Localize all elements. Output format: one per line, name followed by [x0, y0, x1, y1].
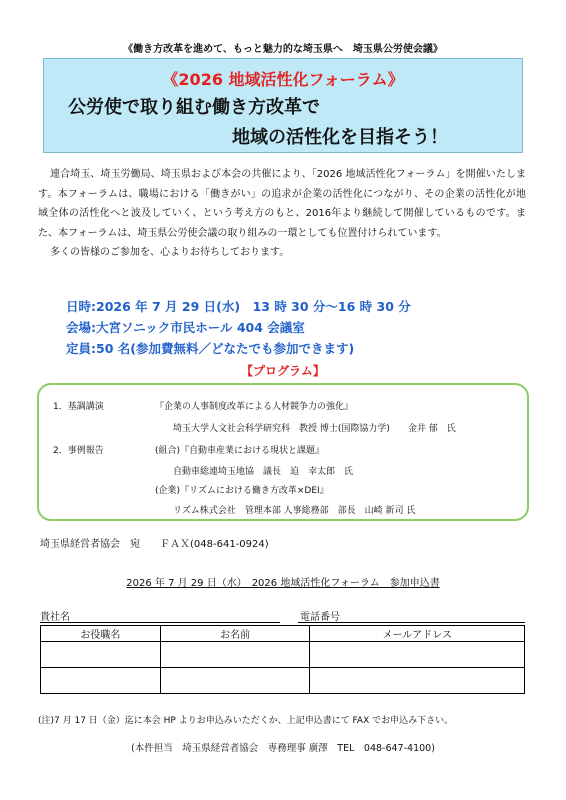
program-item-2-label: 2．事例報告	[53, 446, 104, 456]
title-cell[interactable]	[41, 668, 161, 694]
name-cell[interactable]	[160, 668, 310, 694]
forum-title: 《2026 地域活性化フォーラム》	[162, 70, 404, 89]
fax-destination: 埼玉県経営者協会 宛 ＦＡＸ(048-641-0924)	[40, 539, 269, 550]
intro-text	[38, 165, 526, 263]
table-row	[41, 642, 525, 668]
program-box	[37, 383, 529, 521]
application-title	[0, 574, 566, 589]
company-field[interactable]	[40, 622, 280, 623]
headline-line-1: 公労使で取り組む働き方改革で	[68, 97, 320, 118]
submission-note: (注)7 月 17 日（金）迄に本会 HP よりお申込みいただくか、上記申込書にて FAX でお申込み下さい。	[38, 716, 454, 726]
intro-paragraph-2: 多くの皆様のご参加を、心よりお待ちしております。	[50, 247, 290, 258]
application-title-text: 2026 年 7 月 29 日（水） 2026 地域活性化フォーラム 参加申込書	[126, 578, 440, 589]
company-label: 貴社名	[40, 612, 70, 623]
title-banner	[43, 58, 523, 153]
name-cell[interactable]	[160, 642, 310, 668]
table-row	[41, 668, 525, 694]
email-cell[interactable]	[310, 668, 525, 694]
title-cell[interactable]	[41, 642, 161, 668]
application-form-table	[40, 625, 525, 694]
phone-field[interactable]	[298, 622, 525, 623]
column-header-email: メールアドレス	[310, 626, 525, 642]
program-item-2a-title: (組合)『自動車産業における現状と課題』	[155, 446, 325, 456]
program-item-2b-title: (企業)『リズムにおける働き方改革×DEI』	[155, 486, 329, 496]
program-item-1-label: 1．基調講演	[53, 402, 104, 412]
program-item-2a-speaker: 自動車総連埼玉地協 議長 迫 幸太郎 氏	[173, 467, 354, 477]
event-venue: 会場:大宮ソニック市民ホール 404 会議室	[66, 320, 305, 335]
contact-info: (本件担当 埼玉県経営者協会 専務理事 廣澤 TEL 048-647-4100)	[131, 743, 435, 754]
program-item-2b-speaker: リズム株式会社 管理本部 人事総務部 部長 山崎 新司 氏	[173, 506, 416, 516]
event-datetime: 日時:2026 年 7 月 29 日(水) 13 時 30 分〜16 時 30 分	[66, 299, 411, 314]
email-cell[interactable]	[310, 642, 525, 668]
program-item-1-title: 『企業の人事制度改革による人材競争力の強化』	[155, 402, 354, 412]
phone-label: 電話番号	[300, 612, 340, 623]
headline-line-2: 地域の活性化を目指そう！	[232, 127, 448, 148]
column-header-title: お役職名	[41, 626, 161, 642]
intro-paragraph-1: 連合埼玉、埼玉労働局、埼玉県および本会の共催により、「2026 地域活性化フォーラム」を開催いたします。本フォーラムは、職場における「働きがい」の追求が企業の活性化につながり、その企業の活性化が地域全体の活性化へと波及していく、という考え方のもと、2016年より継続して開催しているものです。また、本フォーラムは、埼玉県公労使会議の取り組みの一環としても位置付けられています。	[38, 169, 526, 239]
event-capacity: 定員:50 名(参加費無料／どなたでも参加できます)	[66, 341, 355, 356]
event-details	[66, 296, 411, 359]
program-heading: 【プログラム】	[241, 364, 325, 378]
program-item-1-speaker: 埼玉大学人文社会科学研究科 教授 博士(国際協力学) 金井 郁 氏	[173, 424, 456, 434]
table-header-row	[41, 626, 525, 642]
column-header-name: お名前	[160, 626, 310, 642]
tagline: 《働き方改革を進めて、もっと魅力的な埼玉県へ 埼玉県公労使会議》	[123, 44, 443, 55]
